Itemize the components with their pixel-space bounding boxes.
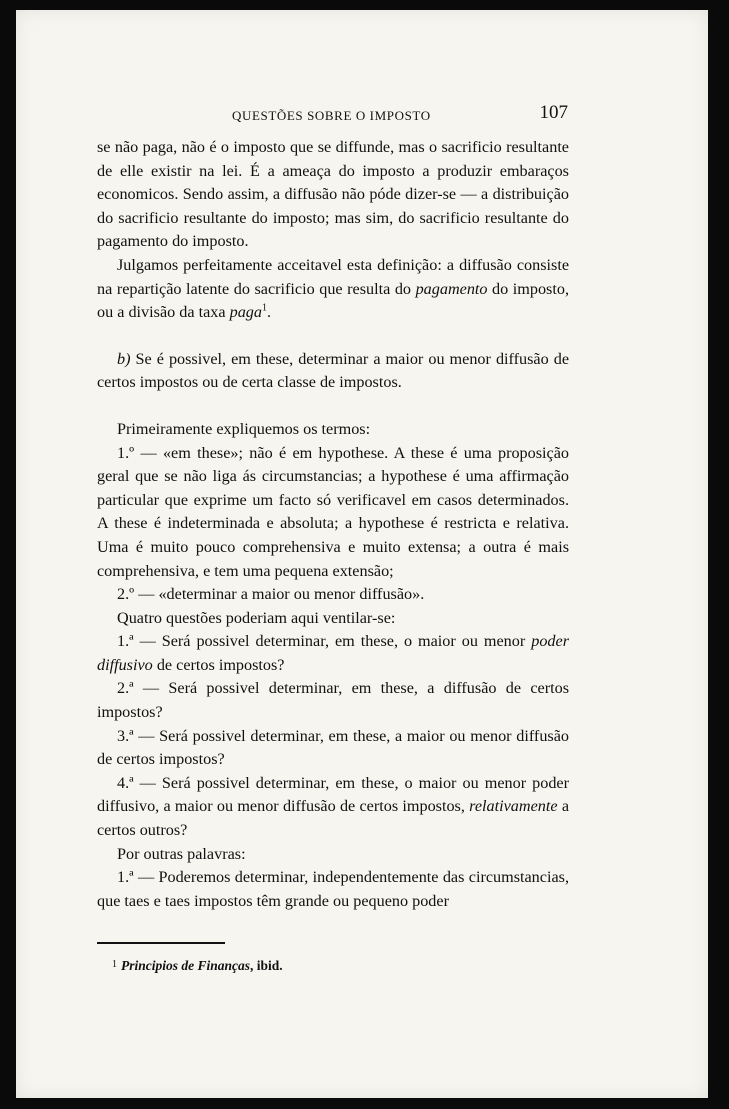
footnote-title: Principios de Finanças: [121, 958, 251, 973]
footnote-rule: [97, 942, 225, 944]
paragraph-5: 1.º — «em these»; não é em hypothese. A these é uma proposição geral que se não liga ás circumstancias; a hypothese é uma affirmação particular que exprime um facto só verificavel em casos determinados. A these é indeterminada e absoluta; a hypothese é restricta e relativa. Uma é muito pouco comprehensiva e muito extensa; a outra é mais comprehensiva, e tem uma pequena extensão;: [97, 443, 569, 580]
paragraph-9: 2.ª — Será possivel determinar, em these, a diffusão de certos impostos?: [97, 679, 569, 722]
spacer: [97, 325, 569, 348]
footnote-rest: , ibid.: [250, 958, 283, 973]
paragraph-11: 4.ª — Será possivel determinar, em these, o maior ou menor poder diffusivo, a maior ou menor diffusão de certos impostos, relativamente a certos outros?: [97, 773, 569, 840]
paragraph-8: 1.ª — Será possivel determinar, em these, o maior ou menor poder diffusivo de certos impostos?: [97, 632, 569, 674]
paragraph-10: 3.ª — Será possivel determinar, em these, a maior ou menor diffusão de certos impostos?: [97, 726, 569, 769]
footnote-ref: 1: [261, 302, 267, 314]
running-title: QUESTÕES SOBRE O IMPOSTO: [232, 108, 431, 123]
body-text: [97, 136, 569, 913]
paragraph-1: se não paga, não é o imposto que se diffunde, mas o sacrificio resultante de elle existir na lei. É a ameaça do imposto a produzir embaraços economicos. Sendo assim, a diffusão não póde dizer-se — a distribuição do sacrificio resultante do imposto; mas sim, do sacrificio resultante do pagamento do imposto.: [97, 138, 569, 251]
page-header: [232, 97, 568, 127]
spacer: [97, 395, 569, 418]
paragraph-13: 1.ª — Poderemos determinar, independentemente das circumstancias, que taes e taes impostos têm grande ou pequeno poder: [97, 868, 569, 910]
paragraph-12: Por outras palavras:: [117, 844, 246, 863]
page-number: 107: [539, 102, 568, 123]
footnote-mark: 1: [112, 959, 117, 970]
paragraph-3: b) Se é possivel, em these, determinar a maior ou menor diffusão de certos impostos ou de certa classe de impostos.: [97, 349, 569, 392]
footnote: [112, 958, 283, 974]
paragraph-7: Quatro questões poderiam aqui ventilar-se:: [117, 608, 396, 627]
paragraph-2: Julgamos perfeitamente acceitavel esta definição: a diffusão consiste na repartição latente do sacrificio que resulta do pagamento do imposto, ou a divisão da taxa paga$^1$.: [97, 255, 569, 322]
paragraph-4: Primeiramente expliquemos os termos:: [117, 419, 371, 438]
paragraph-6: 2.º — «determinar a maior ou menor diffusão».: [117, 585, 425, 604]
